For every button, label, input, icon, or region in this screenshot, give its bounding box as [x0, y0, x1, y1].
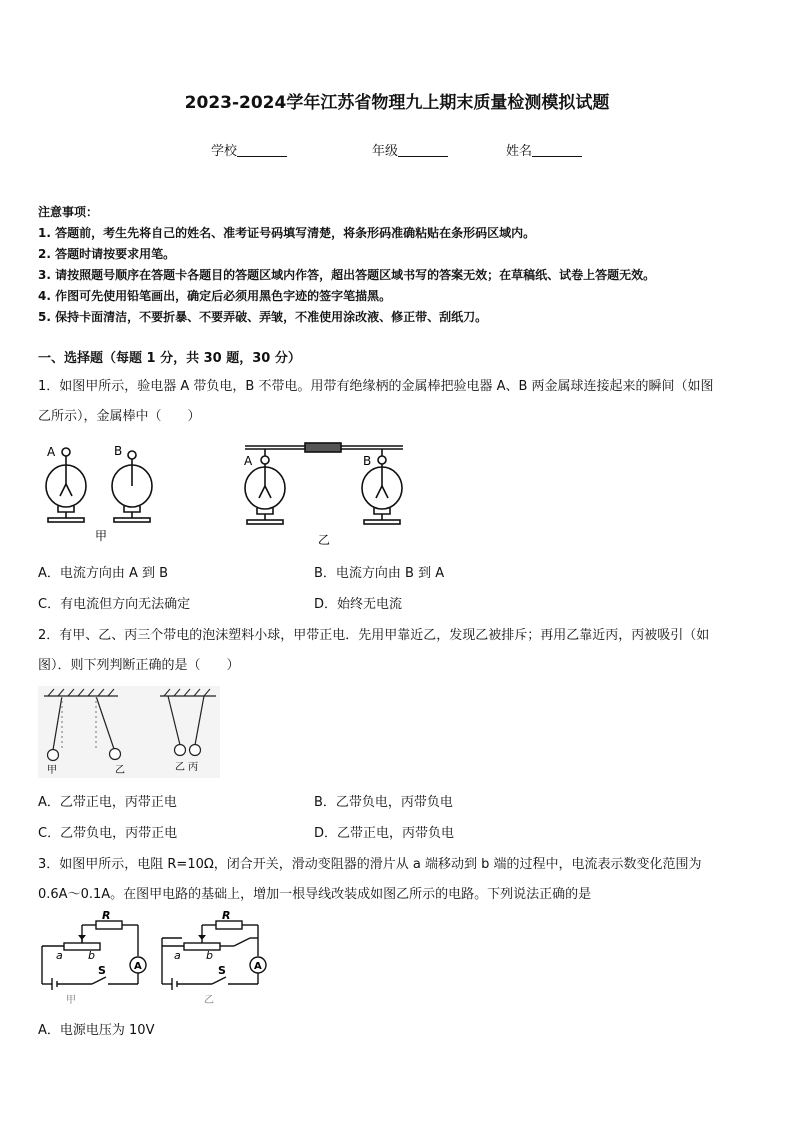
note-item: 4. 作图可先使用铅笔画出，确定后必须用黑色字迹的签字笔描黑。 — [38, 289, 392, 303]
q3-figure — [38, 908, 270, 1006]
q2-option-d[interactable]: D．乙带正电，丙带负电 — [314, 826, 455, 841]
q2-text-line2: 图）．则下列判断正确的是（ ） — [38, 658, 240, 673]
q2-option-a[interactable]: A．乙带正电，丙带正电 — [38, 795, 177, 810]
name-label: 姓名 — [506, 144, 533, 159]
q3-caption-yi: 乙 — [204, 995, 214, 1006]
note-item: 5. 保持卡面清洁，不要折暴、不要弄破、弄皱，不准使用涂改液、修正带、刮纸刀。 — [38, 310, 488, 324]
q1-label-b: B — [114, 444, 123, 458]
q3-label-b: b — [88, 949, 95, 962]
grade-label: 年级 — [372, 144, 399, 159]
q1-figure — [38, 438, 418, 550]
q1-option-c[interactable]: C．有电流但方向无法确定 — [38, 597, 191, 612]
q3-caption-jia: 甲 — [66, 995, 76, 1006]
q1-option-b[interactable]: B．电流方向由 B 到 A — [314, 566, 445, 581]
grade-blank — [398, 144, 448, 157]
q3-text-line2: 0.6A～0.1A。在图甲电路的基础上，增加一根导线改装成如图乙所示的电路。下列说法正确的是 — [38, 887, 592, 902]
name-blank — [532, 144, 582, 157]
q3-label-s: S — [98, 964, 106, 977]
name-field — [506, 140, 582, 159]
school-blank — [237, 144, 287, 157]
q1-label-a2: A — [244, 454, 253, 468]
q3-label-a: a — [56, 949, 63, 962]
q2-label-jia: 甲 — [47, 765, 57, 776]
q3-label-r2: R — [222, 909, 231, 922]
note-item: 3. 请按照题号顺序在答题卡各题目的答题区域内作答，超出答题区域书写的答案无效；在草稿纸、试卷上答题无效。 — [38, 268, 656, 282]
q2-option-c[interactable]: C．乙带负电，丙带正电 — [38, 826, 178, 841]
q3-label-ammeter2: A — [254, 961, 262, 972]
q3-label-r: R — [102, 909, 111, 922]
q3-option-a[interactable]: A．电源电压为 10V — [38, 1023, 155, 1038]
note-item: 2. 答题时请按要求用笔。 — [38, 247, 176, 261]
notes-heading: 注意事项： — [38, 205, 99, 219]
note-item: 1. 答题前，考生先将自己的姓名、准考证号码填写清楚，将条形码准确粘贴在条形码区域内。 — [38, 226, 536, 240]
q3-label-a2: a — [174, 949, 181, 962]
q1-caption-yi: 乙 — [318, 533, 331, 547]
q2-text-line1: 2．有甲、乙、丙三个带电的泡沫塑料小球，甲带正电．先用甲靠近乙，发现乙被排斥；再用乙靠近丙，丙被吸引（如 — [38, 628, 710, 643]
q3-label-b2: b — [206, 949, 213, 962]
q1-option-a[interactable]: A．电流方向由 A 到 B — [38, 566, 169, 581]
q1-label-a: A — [47, 445, 56, 459]
q1-caption-jia: 甲 — [95, 529, 108, 543]
q3-text-line1: 3．如图甲所示，电阻 R=10Ω，闭合开关，滑动变阻器的滑片从 a 端移动到 b 端的过程中，电流表示数变化范围为 — [38, 857, 702, 872]
q2-option-b[interactable]: B．乙带负电，丙带负电 — [314, 795, 453, 810]
q2-label-yi-bing: 乙 丙 — [175, 762, 199, 773]
q2-label-yi: 乙 — [115, 765, 125, 776]
grade-field — [372, 140, 448, 159]
q1-text-line1: 1．如图甲所示，验电器 A 带负电，B 不带电。用带有绝缘柄的金属棒把验电器 A、B 两金属球连接起来的瞬间（如图 — [38, 379, 714, 394]
q1-option-d[interactable]: D．始终无电流 — [314, 597, 403, 612]
q2-figure — [38, 686, 220, 778]
q3-label-ammeter: A — [134, 961, 142, 972]
section-heading: 一、选择题（每题 1 分，共 30 题，30 分） — [38, 351, 301, 366]
school-field — [211, 140, 287, 159]
q3-label-s2: S — [218, 964, 226, 977]
page-title: 2023-2024学年江苏省物理九上期末质量检测模拟试题 — [184, 93, 610, 113]
q1-text-line2: 乙所示），金属棒中（ ） — [38, 409, 201, 424]
q1-label-b2: B — [363, 454, 372, 468]
school-label: 学校 — [211, 144, 238, 159]
